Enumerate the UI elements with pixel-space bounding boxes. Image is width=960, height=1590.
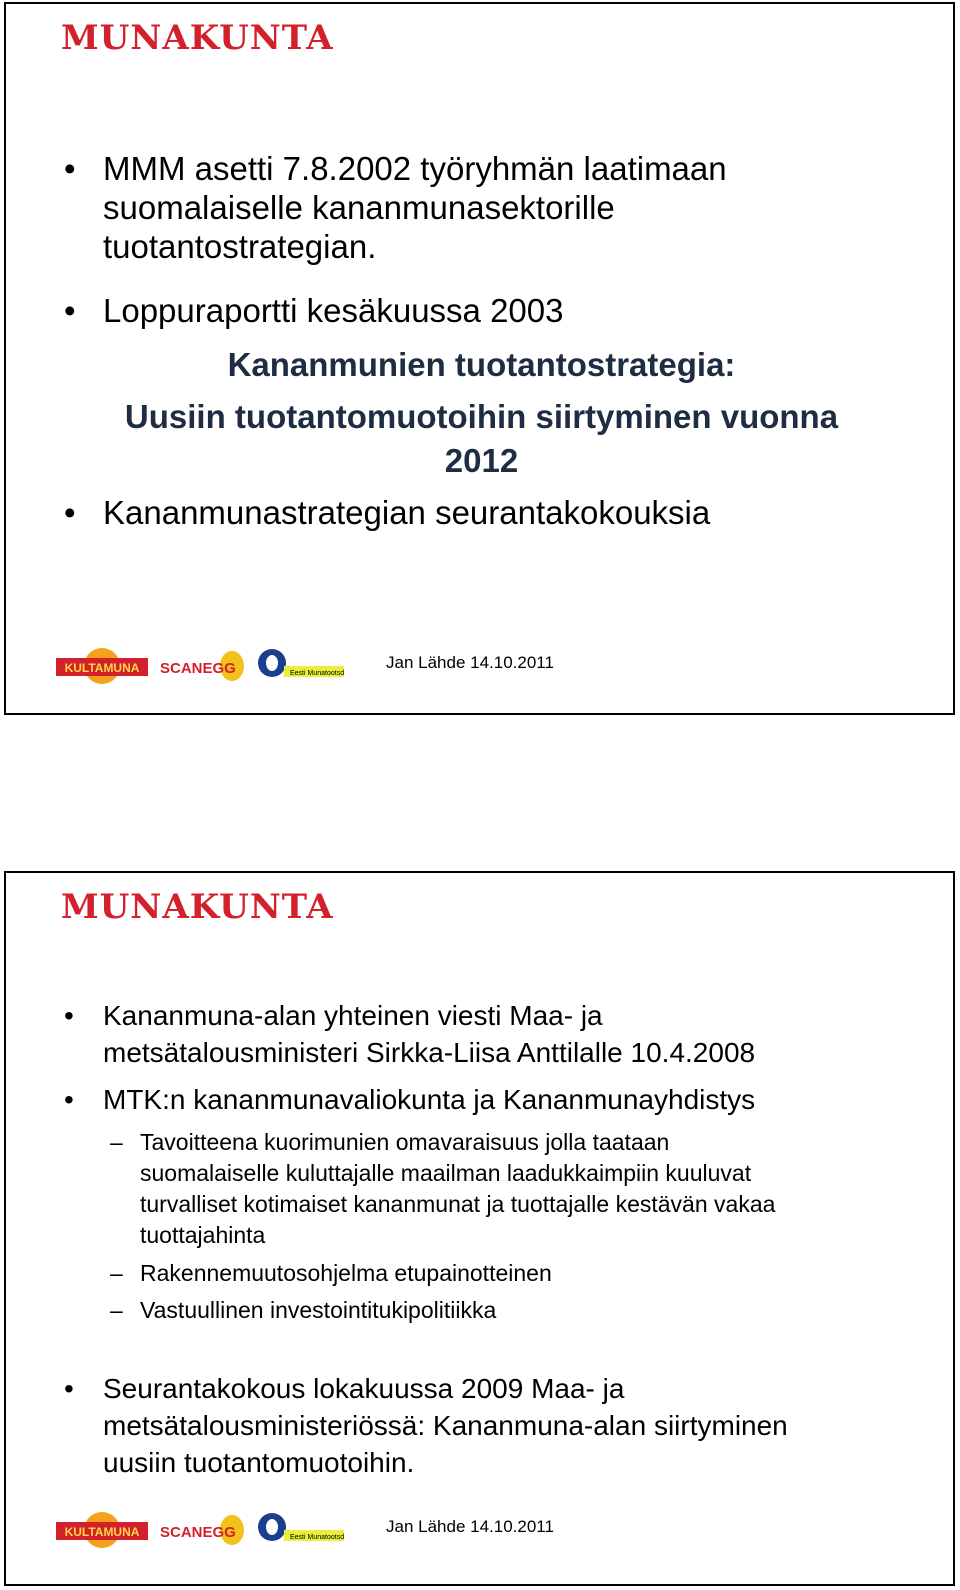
munakunta-logo: MUNAKUNTA xyxy=(61,887,334,927)
bullet-line: metsätalousministeriössä: Kananmuna-alan siirtyminen xyxy=(103,1410,788,1441)
footer-author-date: Jan Lähde 14.10.2011 xyxy=(386,653,554,672)
eesti-munatootsd-logo xyxy=(254,1508,346,1548)
eesti-munatootsd-logo xyxy=(254,644,346,684)
slide-1 xyxy=(4,2,955,715)
bullet-line: MMM asetti 7.8.2002 työryhmän laatimaan xyxy=(103,150,727,187)
bullet-line: Kananmuna-alan yhteinen viesti Maa- ja xyxy=(103,1000,603,1031)
scanegg-logo xyxy=(156,1508,246,1548)
sub-line: Vastuullinen investointitukipolitiikka xyxy=(140,1297,497,1323)
svg-text:KULTAMUNA: KULTAMUNA xyxy=(64,1525,140,1539)
bullet-dot: • xyxy=(64,150,76,187)
kultamuna-logo xyxy=(56,644,148,684)
scanegg-logo xyxy=(156,644,246,684)
bullet-line: metsätalousministeri Sirkka-Liisa Anttilalle 10.4.2008 xyxy=(103,1037,756,1068)
munakunta-logo: MUNAKUNTA xyxy=(61,18,334,58)
bullet-dot: • xyxy=(64,1000,74,1031)
bullet-dot: • xyxy=(64,1373,74,1404)
svg-text:KULTAMUNA: KULTAMUNA xyxy=(64,661,140,675)
sub-line: suomalaiselle kuluttajalle maailman laadukkaimpiin kuuluvat xyxy=(140,1160,752,1186)
slide-footer xyxy=(56,1508,936,1548)
bullet-line: suomalaiselle kananmunasektorille xyxy=(103,189,615,226)
sub-line: Tavoitteena kuorimunien omavaraisuus jolla taataan xyxy=(140,1129,670,1155)
bullet-dot: • xyxy=(64,494,76,531)
footer-author-date: Jan Lähde 14.10.2011 xyxy=(386,1517,554,1536)
bullet-line: Kananmunastrategian seurantakokouksia xyxy=(103,494,711,531)
bullet-line: tuotantostrategian. xyxy=(103,228,377,265)
bullet-line: Seurantakokous lokakuussa 2009 Maa- ja xyxy=(103,1373,625,1404)
bullet-line: MTK:n kananmunavaliokunta ja Kananmunayhdistys xyxy=(103,1084,756,1115)
strategy-year: 2012 xyxy=(444,442,519,479)
svg-text:SCANEGG: SCANEGG xyxy=(160,1524,236,1541)
bullet-line: Loppuraportti kesäkuussa 2003 xyxy=(103,292,564,329)
kultamuna-logo xyxy=(56,1508,148,1548)
bullet-line: uusiin tuotantomuotoihin. xyxy=(103,1447,415,1478)
slide-footer xyxy=(56,644,936,684)
svg-text:SCANEGG: SCANEGG xyxy=(160,660,236,677)
dash-marker: – xyxy=(110,1129,123,1155)
sub-line: tuottajahinta xyxy=(140,1222,266,1248)
dash-marker: – xyxy=(110,1297,123,1323)
strategy-heading: Kananmunien tuotantostrategia: xyxy=(227,346,736,383)
slide-2 xyxy=(4,871,955,1586)
svg-text:Eesti Munatootsd: Eesti Munatootsd xyxy=(290,670,345,677)
sub-line: turvalliset kotimaiset kananmunat ja tuottajalle kestävän vakaa xyxy=(140,1191,776,1217)
bullet-dot: • xyxy=(64,292,76,329)
bullet-dot: • xyxy=(64,1084,74,1115)
dash-marker: – xyxy=(110,1260,123,1286)
svg-text:Eesti Munatootsd: Eesti Munatootsd xyxy=(290,1534,345,1541)
strategy-subheading: Uusiin tuotantomuotoihin siirtyminen vuonna xyxy=(124,398,839,435)
sub-line: Rakennemuutosohjelma etupainotteinen xyxy=(140,1260,552,1286)
